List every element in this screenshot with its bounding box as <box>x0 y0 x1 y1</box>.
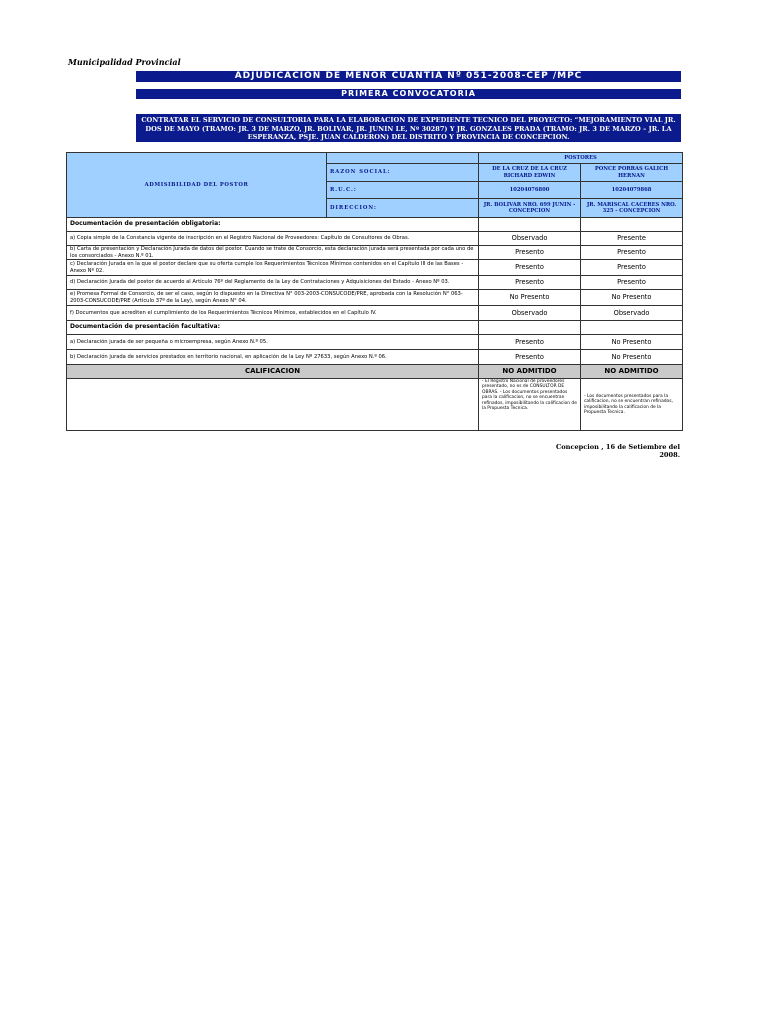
bidder-1-ruc: 10204076800 <box>479 182 581 199</box>
razon-social-label: RAZON SOCIAL: <box>327 164 479 182</box>
section-facultativa: Documentación de presentación facultativa: <box>67 321 479 335</box>
bidder-2-name: PONCE PORRAS GALICH HERNAN <box>581 164 683 182</box>
bidder-1-value: Presento <box>479 350 581 365</box>
municipality-label: Municipalidad Provincial <box>68 57 181 67</box>
bidder-2-value: No Presento <box>581 350 683 365</box>
convocatoria-label: PRIMERA CONVOCATORIA <box>136 89 681 99</box>
table-row: a) Copia simple de la Constancia vigente de inscripción en el Registro Nacional de Proveedores: Capítulo de Consultores de Obras. Observado Presente <box>67 232 683 246</box>
bidder-2-value: Presento <box>581 276 683 290</box>
postores-header: POSTORES <box>479 153 683 164</box>
document-title: ADJUDICACION DE MENOR CUANTIA Nº 051-2008-CEP /MPC <box>136 71 681 82</box>
bidder-2-result: NO ADMITIDO <box>581 365 683 379</box>
bidder-1-value: Observado <box>479 232 581 246</box>
bidder-1-address: JR. BOLIVAR NRO. 699 JUNIN - CONCEPCION <box>479 199 581 218</box>
bidder-2-value: Presento <box>581 246 683 260</box>
bidder-1-value: Presento <box>479 246 581 260</box>
footer-date: Concepcion , 16 de Setiembre del 2008. <box>556 443 680 459</box>
bidder-2-value: No Presento <box>581 335 683 350</box>
table-row: e) Promesa Formal de Consorcio, de ser el caso, según lo dispuesto en la Directiva N° 003-2003-CONSUCODE/PRE, aprobada con la Resolución N° 063-2003-CONSUCODE/PRE (Artículo 37º de la Ley), según Anexo N° 04. No Presento No Presento <box>67 290 683 306</box>
bidder-1-result: NO ADMITIDO <box>479 365 581 379</box>
bidder-2-value: No Presento <box>581 290 683 306</box>
evaluation-table <box>66 152 683 431</box>
bidder-2-value: Observado <box>581 306 683 321</box>
table-row: f) Documentos que acrediten el cumplimiento de los Requerimientos Técnicos Mínimos, establecidos en el Capítulo IV. Observado Observado <box>67 306 683 321</box>
bidder-2-address: JR. MARISCAL CACERES NRO. 325 - CONCEPCION <box>581 199 683 218</box>
bidder-1-observations: - El Registro Nacional de proveedores presentado, no es de CONSULTOR DE OBRAS. - Los documentos presentados para la calificacion, no se encuentran refinados, imposibilitando la calificacion de la Propuesta Tecnica. <box>479 379 581 431</box>
bidder-2-ruc: 10204079868 <box>581 182 683 199</box>
table-row: d) Declaración Jurada del postor de acuerdo al Artículo 76º del Reglamento de la Ley de Contrataciones y Adquisiciones del Estado - Anexo Nº 03. Presento Presento <box>67 276 683 290</box>
bidder-1-value: Observado <box>479 306 581 321</box>
direccion-label: DIRECCION: <box>327 199 479 218</box>
ruc-label: R.U.C.: <box>327 182 479 199</box>
table-row: b) Carta de presentación y Declaración Jurada de datos del postor. Cuando se trate de Consorcio, esta declaración jurada será presentada por cada uno de los consorciados - Anexo N.º 01. Presento Presento <box>67 246 683 260</box>
bidder-1-value: No Presento <box>479 290 581 306</box>
section-obligatoria: Documentación de presentación obligatoria: <box>67 218 479 232</box>
bidder-2-observations: - Los documentos presentados para la calificacion, no se encuentran refinados, imposibilitando la calificacion de la Propuesta Tecnica. <box>581 379 683 431</box>
bidder-1-value: Presento <box>479 260 581 276</box>
table-row: a) Declaración jurada de ser pequeña o microempresa, según Anexo N.º 05. Presento No Presento <box>67 335 683 350</box>
bidder-2-value: Presento <box>581 260 683 276</box>
bidder-2-value: Presente <box>581 232 683 246</box>
admisibilidad-header: ADMISIBILIDAD DEL POSTOR <box>67 153 327 218</box>
bidder-1-name: DE LA CRUZ DE LA CRUZ RICHARD EDWIN <box>479 164 581 182</box>
bidder-1-value: Presento <box>479 335 581 350</box>
table-row: b) Declaración jurada de servicios prestados en territorio nacional, en aplicación de la Ley Nº 27633, según Anexo N.º 06. Presento No Presento <box>67 350 683 365</box>
table-row: c) Declaración Jurada en la que el postor declare que su oferta cumple los Requerimientos Técnicos Mínimos contenidos en el Capítulo III de las Bases - Anexo Nº 02. Presento Presento <box>67 260 683 276</box>
bidder-1-value: Presento <box>479 276 581 290</box>
calificacion-label: CALIFICACION <box>67 365 479 379</box>
project-description: CONTRATAR EL SERVICIO DE CONSULTORIA PARA LA ELABORACION DE EXPEDIENTE TECNICO DEL PROYECTO: “MEJORAMIENTO VIAL JR. DOS DE MAYO (TRAMO: JR. 3 DE MARZO, JR. BOLIVAR, JR. JUNIN LE, Nº 30287) Y JR. GONZALES PRADA (TRAMO: JR. 3 DE MARZO – JR. LA ESPERANZA, PSJE. JUAN CALDERON) DEL DISTRITO Y PROVINCIA DE CONCEPCION. <box>136 114 681 142</box>
